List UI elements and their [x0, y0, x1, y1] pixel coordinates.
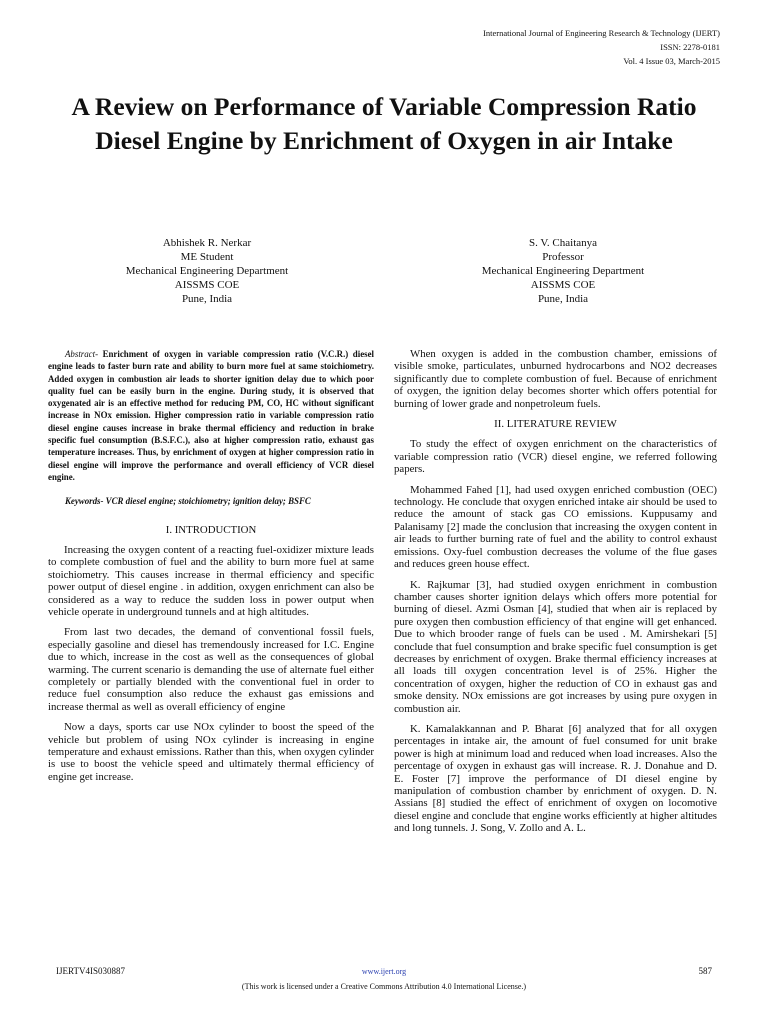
paragraph: Increasing the oxygen content of a reacting fuel-oxidizer mixture leads to complete combustion of fuel and the ability to burn more fuel at same stoichiometry. This causes increase in thermal efficiency and specific power output of diesel engine . in addition, oxygen enrichment can also be considered as a way to reduce the sudden loss in power output when vehicle operate in underground tunnels and at high altitudes. — [48, 543, 374, 618]
paragraph: K. Kamalakkannan and P. Bharat [6] analyzed that for all oxygen percentages in intake air, the amount of fuel consumed for unit brake power is high at minimum load and reduced when load increases. Also the percentage of oxygen in exhaust gas will increase. R. J. Donahue and D. E. Foster [7] improve the performance of DI diesel engine by manipulation of combustion chamber by enrichment of oxygen. D. N. Assians [8] studied the effect of enrichment of oxygen on locomotive diesel engine and conclude that engine works efficiently at higher altitudes and long tunnels. J. Song, V. Zollo and A. L. — [394, 722, 717, 835]
author-department: Mechanical Engineering Department — [481, 265, 645, 277]
abstract-text: Enrichment of oxygen in variable compression ratio (V.C.R.) diesel engine leads to faster burn rate and ability to burn more fuel at same stoichiometry. Added oxygen in combustion air leads to shorter ignition delay due to which poor quality fuel can be easily burn in the engine. During study, it is observed that oxygenated air is an effective method for reducing PM, CO, HC without significant increase in NOx emission. Higher compression ratio in variable compression ratio diesel engine causes increase in brake thermal efficiency and reduction in brake specific fuel consumption (B.S.F.C.), also at higher compression ratio, exhaust gas temperature increases. Thus, by enrichment of oxygen at higher compression ratio in diesel engine will improve the performance and overall efficiency of VCR diesel engine. — [48, 349, 375, 482]
author-name: S. V. Chaitanya — [528, 237, 598, 249]
paragraph: When oxygen is added in the combustion chamber, emissions of visible smoke, particulates, unburned hydrocarbons and NO2 decreases significantly due to complete combustion of fuel. Because of enrichment of oxygen, the ignition delay becomes shorter which offers potential for burning of lower grade and nonpetroleum fuels. — [394, 348, 717, 410]
author-institute: AISSMS COE — [530, 279, 596, 291]
left-column — [48, 348, 374, 791]
author-block — [433, 236, 693, 306]
journal-header — [483, 26, 720, 68]
journal-issn: ISSN: 2278-0181 — [660, 42, 720, 52]
section-heading-literature-review: II. LITERATURE REVIEW — [494, 418, 617, 431]
paragraph: K. Rajkumar [3], had studied oxygen enrichment in combustion chamber causes shorter ignition delays which offers more potential for burning of diesel. Azmi Osman [4], studied that when air is replaced by pure oxygen then combustion efficiency of that engine will get enhanced. Due to which brooder range of fuels can be used . M. Amirshekari [5] conclude that fuel consumption and brake specific fuel consumption is get decreases by enrichment of oxygen. Brake thermal efficiency increases at all loads till oxygen concentration level is of 25%. Higher the concentration of oxygen, higher the reduction of CO in exhaust gas and smoke density. NOx emissions are got increases by using pure oxygen in combustion air. — [394, 578, 717, 715]
abstract-label: Abstract- — [65, 349, 99, 359]
journal-name: International Journal of Engineering Research & Technology (IJERT) — [483, 28, 720, 38]
author-department: Mechanical Engineering Department — [125, 265, 289, 277]
author-block — [77, 236, 337, 306]
author-role: ME Student — [180, 251, 234, 263]
footer-license: (This work is licensed under a Creative Commons Attribution 4.0 International License.) — [241, 982, 527, 991]
keywords: Keywords- VCR diesel engine; stoichiometry; ignition delay; BSFC — [65, 496, 311, 507]
author-name: Abhishek R. Nerkar — [162, 237, 252, 249]
author-location: Pune, India — [181, 293, 233, 305]
paragraph: From last two decades, the demand of conventional fossil fuels, especially gasoline and diesel has tremendously increased for I.C. Engine due to which, increase in the cost as well as the consequences of global warming. The current scenario is demanding the use of alternate fuel either completely or partially blended with the conventional fuel in order to reduce fuel consumption also reduce the exhaust gas emissions and increase thermal as well as overall efficiency of engine — [48, 626, 374, 713]
footer-page-number: 587 — [698, 966, 712, 976]
section-heading-introduction: I. INTRODUCTION — [165, 523, 257, 536]
paragraph: Now a days, sports car use NOx cylinder to boost the speed of the vehicle but problem of using NOx cylinder is increasing in engine temperature and exhaust emissions. Rather than this, when oxygen cylinder is use to boost the vehicle speed and ultimately thermal efficiency of engine get increase. — [48, 721, 374, 783]
paragraph: Mohammed Fahed [1], had used oxygen enriched combustion (OEC) technology. He conclude that oxygen enriched intake air should be used to reduce the amount of stack gas CO emissions. Kuppusamy and Palanisamy [2] made the conclusion that increasing the oxygen content in air leads to further burning rate of fuel and the ability to control exhaust emissions. Oxy-fuel combustion decreases the volume of the flue gases and reduces green house effect. — [394, 483, 717, 571]
author-institute: AISSMS COE — [174, 279, 240, 291]
right-column — [394, 348, 717, 843]
paragraph: To study the effect of oxygen enrichment on the characteristics of variable compression ratio (VCR) diesel engine, we referred following papers. — [394, 438, 717, 476]
author-location: Pune, India — [537, 293, 589, 305]
abstract — [48, 348, 374, 483]
paper-title: A Review on Performance of Variable Compression Ratio Diesel Engine by Enrichment of Oxygen in air Intake — [71, 92, 697, 155]
author-role: Professor — [542, 251, 584, 263]
footer-paper-id: IJERTV4IS030887 — [56, 966, 125, 976]
footer-url-link[interactable]: www.ijert.org — [361, 967, 407, 976]
journal-volume: Vol. 4 Issue 03, March-2015 — [623, 56, 720, 66]
